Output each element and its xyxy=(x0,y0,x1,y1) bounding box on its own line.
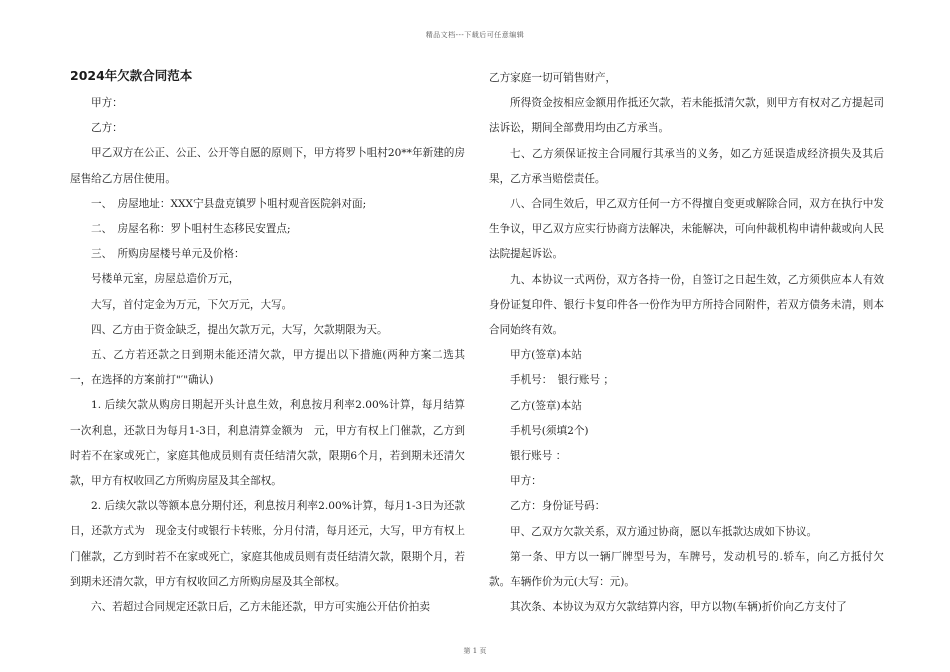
paragraph: 1. 后续欠款从购房日期起开头计息生效，利息按月利率2.00%计算，每月结算一次利息，还款日为每月1-3日，利息清算金额为 元，甲方有权上门催款，乙方到时若不在家或死亡，家庭其他成员则有责任结清欠款，限期6个月，若到期未还清欠款，甲方有权收回乙方所购房屋及其全部权。 xyxy=(70,399,465,488)
paragraph: 二、 房屋名称：罗卜咀村生态移民安置点; xyxy=(91,223,291,236)
page-footer: 第 1 页 xyxy=(463,647,487,655)
paragraph: 乙方(签章)本站 xyxy=(510,399,582,412)
paragraph: 手机号： 银行账号 ； xyxy=(510,374,615,387)
paragraph: 六、若超过合同规定还款日后，乙方未能还款，甲方可实施公开估价拍卖 xyxy=(91,601,430,614)
paragraph: 所得资金按相应金额用作抵还欠款，若未能抵清欠款，则甲方有权对乙方提起司法诉讼，期间全部费用均由乙方承当。 xyxy=(489,97,884,135)
paragraph: 四、乙方由于资金缺乏，提出欠款万元，大写，欠款期限为天。 xyxy=(91,323,388,336)
paragraph: 七、乙方须保证按主合同履行其承当的义务，如乙方延误造成经济损失及其后果，乙方承当赔偿责任。 xyxy=(489,147,884,185)
paragraph: 甲、乙双方欠款关系，双方通过协商，愿以车抵款达成如下协议。 xyxy=(510,525,818,538)
paragraph: 八、合同生效后，甲乙双方任何一方不得擅自变更或解除合同，双方在执行中发生争议，甲乙双方应实行协商方法解决，未能解决，可向仲裁机构申请仲裁或向人民法院提起诉讼。 xyxy=(489,198,884,261)
paragraph: 第一条、甲方以一辆厂牌型号为，车牌号，发动机号的.轿车，向乙方抵付欠款。车辆作价为元(大写：元)。 xyxy=(489,550,884,589)
paragraph: 乙方： xyxy=(91,122,123,135)
paragraph: 2. 后续欠款以等额本息分期付还，利息按月利率2.00%计算，每月1-3日为还款日，还款方式为 现金支付或银行卡转账，分月付清，每月还元，大写，甲方有权上门催款，乙方到时若不在家或死亡，家庭其他成员则有责任结清欠款，限期个月，若到期未还清欠款，甲方有权收回乙方所购房屋及其全部权。 xyxy=(70,500,465,588)
paragraph: 乙方：身份证号码： xyxy=(510,500,606,513)
left-column xyxy=(70,66,465,620)
paragraph: 三、 所购房屋楼号单元及价格： xyxy=(91,248,245,261)
paragraph: 甲方： xyxy=(510,475,542,488)
right-column xyxy=(489,66,884,620)
page-header: 精品文档---下载后可任意编辑 xyxy=(425,31,525,39)
paragraph: 手机号(须填2个) xyxy=(510,424,589,437)
paragraph: 大写，首付定金为万元，下欠万元，大写。 xyxy=(91,298,293,311)
paragraph: 五、乙方若还款之日到期未能还清欠款，甲方提出以下措施(两种方案二选其一，在选择的方案前打"′"确认) xyxy=(70,349,465,387)
document-title: 2024年欠款合同范本 xyxy=(70,68,193,83)
paragraph: 银行账号 ： xyxy=(510,450,567,463)
paragraph: 九、本协议一式两份，双方各持一份，自签订之日起生效，乙方须供应本人有效身份证复印件、银行卡复印件各一份作为甲方所持合同附件，若双方债务未清，则本合同始终有效。 xyxy=(489,273,884,337)
paragraph: 一、 房屋地址：XXX宁县盘克镇罗卜咀村观音医院斜对面; xyxy=(91,197,367,210)
paragraph: 号楼单元室，房屋总造价万元， xyxy=(91,273,240,286)
paragraph: 其次条、本协议为双方欠款结算内容，甲方以物(车辆)折价向乙方支付了 xyxy=(510,601,847,614)
paragraph: 甲乙双方在公正、公正、公开等自愿的原则下，甲方将罗卜咀村20**年新建的房屋售给乙方居住使用。 xyxy=(70,147,465,185)
paragraph: 甲方： xyxy=(91,97,123,109)
paragraph: 甲方(签章)本站 xyxy=(510,349,582,362)
paragraph: 乙方家庭一切可销售财产， xyxy=(489,72,617,84)
